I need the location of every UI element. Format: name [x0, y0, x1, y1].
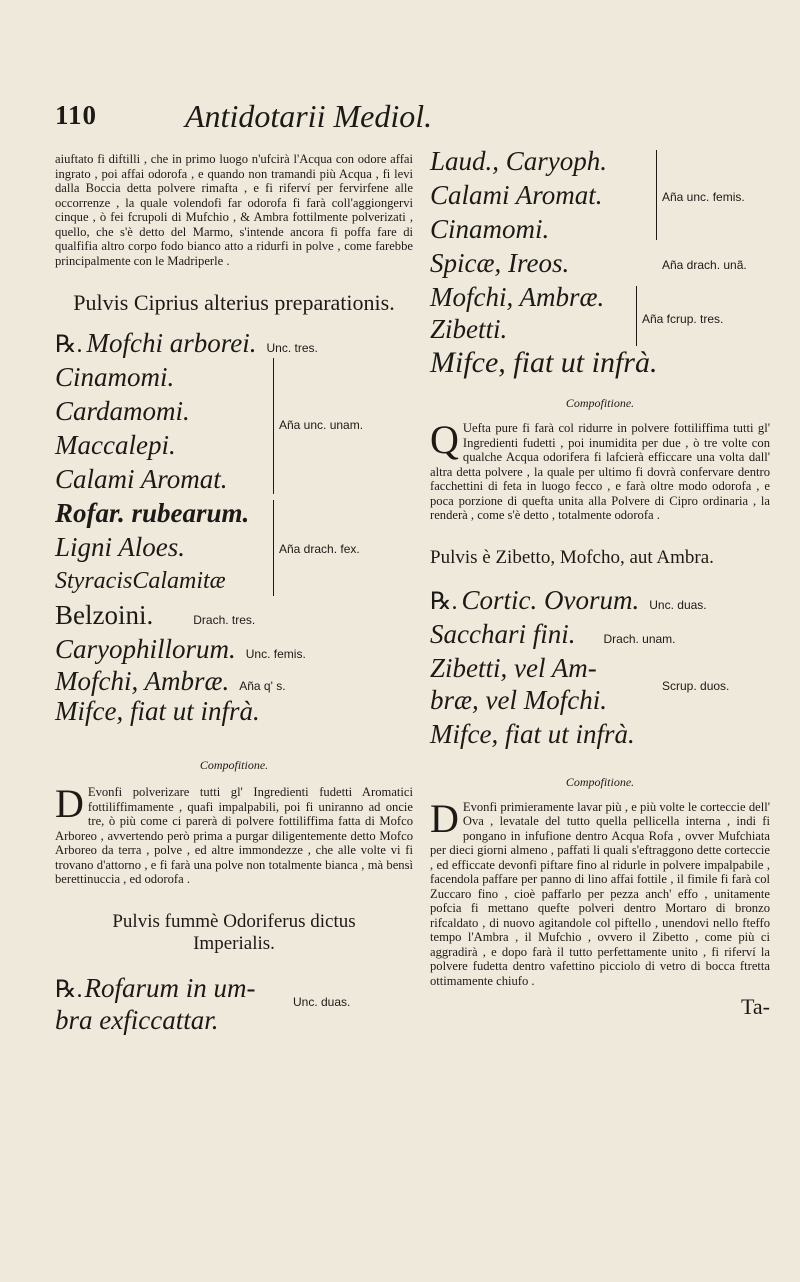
ingredient: Mofchi arborei. [86, 328, 257, 358]
section-title-pulvis-ciprius: Pulvis Ciprius alterius preparationis. [73, 290, 395, 315]
ingredient: Mofchi, Ambræ. [55, 666, 230, 696]
quantity: Drach. tres. [193, 613, 256, 627]
ingredient: Mifce, fiat ut infrà. [430, 346, 658, 379]
recipe-line [55, 328, 318, 359]
catchword: Ta- [741, 994, 770, 1019]
brace-quantity-1: Aña unc. femis. [662, 190, 745, 204]
recipe-line [55, 634, 306, 665]
ingredient: Maccalepi. [55, 430, 176, 460]
drop-cap: Q [430, 417, 459, 462]
ingredient: Mofchi, Ambræ. [430, 282, 605, 312]
recipe-line [430, 214, 549, 245]
ingredient: Spicæ, Ireos. [430, 248, 570, 278]
ingredient: Rofarum in um- [84, 972, 256, 1003]
ingredient: Zibetti, vel Am- [430, 652, 597, 683]
recipe-imperialis [55, 973, 413, 1043]
ingredient: Calami Aromat. [55, 464, 228, 494]
composition-heading: Compofitione. [199, 758, 269, 772]
ingredient: StyracisCalamitæ [55, 568, 226, 594]
recipe-pulvis-ciprius [55, 328, 413, 726]
quantity: Unc. duas. [649, 597, 707, 612]
ingredient: Laud., Caryoph. [430, 146, 608, 176]
recipe-line [55, 362, 174, 393]
composition-heading: Compofitione. [565, 396, 635, 410]
ingredient: Cortic. Ovorum. [461, 584, 640, 615]
page-number: 110 [55, 100, 98, 130]
recipe-line [55, 666, 286, 697]
brace-group-2 [630, 286, 637, 346]
running-title: Antidotarii Mediol. [185, 98, 433, 134]
recipe-line [55, 1005, 218, 1036]
composition-text: Evonfi polverizare tutti gl' Ingredienti fudetti Aromatici fottiliffimamente , quafi impalpabili, poi fi uniranno ad oncie tre, ò più come ci parerà di polvere fottiliffima fatta di Mofco Arboreo , avvertendo però prima a purgar diligentemente detto Mofco Arboreo da terra , polve , ed altre immondezze , che alle volte vi fi trovano d'attorno , e fi farà una polve non totalmente bianca , mà bensì berettinuccia , ed odorofa . [55, 785, 413, 886]
right-column [430, 146, 770, 1020]
composition-paragraph [430, 795, 770, 989]
ingredient: Belzoini. [55, 600, 154, 630]
quantity: Drach. unam. [603, 631, 676, 646]
ingredient: Zibetti. [430, 314, 508, 344]
recipe-line [430, 146, 607, 177]
recipe-symbol: ℞. [430, 588, 458, 615]
ingredient: bra exficcattar. [55, 1004, 219, 1035]
brace-quantity-2: Aña fcrup. tres. [642, 312, 724, 326]
recipe-line [430, 719, 635, 750]
recipe-line [430, 248, 569, 279]
recipe-line [430, 314, 507, 345]
recipe-line [55, 430, 176, 461]
recipe-line [55, 973, 256, 1004]
brace-quantity: Scrup. duos. [662, 678, 730, 693]
ingredient: Rofar. rubearum. [55, 498, 250, 528]
recipe-line [55, 498, 249, 529]
composition-paragraph [55, 781, 413, 887]
brace-group-1 [267, 358, 274, 494]
recipe-line [55, 464, 228, 495]
recipe-line [55, 696, 260, 727]
brace-quantity-2: Aña drach. fex. [279, 542, 360, 556]
ingredient: bræ, vel Mofchi. [430, 684, 607, 715]
ingredient: Cardamomi. [55, 396, 190, 426]
recipe-line [430, 619, 676, 650]
recipe-line [430, 180, 603, 211]
ingredient: Caryophillorum. [55, 634, 236, 664]
recipe-symbol: ℞. [55, 332, 83, 358]
recipe-line [55, 396, 190, 427]
section-title-imperialis: Pulvis fummè Odoriferus dictus [112, 910, 356, 932]
ingredient: Mifce, fiat ut infrà. [430, 718, 635, 749]
brace-quantity-1: Aña unc. unam. [279, 418, 364, 432]
composition-text: Evonfi primieramente lavar più , e più volte le corteccie dell' Ova , levatale del tutto quella pellicella interna , indi fi pongano in infufione dentro Acqua Rofa , ovver Mufchiata per dieci giorni almeno , paffati li quali s'eftraggono dette corteccie , ed efficcate devonfi piftare fino al ridurle in polvere impalpabile , facendola paffare per panno di lino affai fottile , il fimile fi farà col Zuccaro fino , cioè paffarlo per pezza anch' effo , unitamente pofcia fi mettano quefte polveri dentro Mortaro di bronzo rifcaldato , di nuovo agitandole col piftello , unendovi nello fteffo tempo l'Ambra , il Mufchio , ovvero il Zibetto , come più ci aggradirà , e dopo farà il tutto perfettamente unito , fi riferví la polvere fudetta dentro vafettino picciolo di vetro di bocca ftretta ottimamente chiufo . [430, 799, 770, 988]
recipe-line [430, 282, 604, 313]
quantity: Unc. tres. [266, 341, 318, 355]
recipe-line [430, 653, 597, 684]
recipe-zibetto [430, 585, 770, 753]
ingredient: Sacchari fini. [430, 618, 576, 649]
recipe-line [55, 566, 226, 597]
quantity: Aña drach. unã. [662, 258, 747, 272]
quantity: Unc. duas. [293, 994, 351, 1009]
recipe-line [430, 685, 607, 716]
section-title-zibetto: Pulvis è Zibetto, Mofcho, aut Ambra. [430, 546, 714, 568]
quantity: Unc. femis. [245, 647, 306, 661]
composition-text: Uefta pure fi farà col ridurre in polvere fottiliffima tutti gl' Ingredienti fudetti , poi inumidita per due , ò tre volte con qualche Acqua odorifera fi lafcierà efficcare una volta dall' altra detta polvere , la quale per ultimo fi dovrà confervare dentro facchettini di feta in luogo fecco , e farà oltre modo odorofa , e poca porzione di quefta unita alla Polvere di Cipro ordinaria , la renderà , come s'è detto , totalmente odorofa . [430, 421, 770, 522]
ingredient: Cinamomi. [55, 362, 175, 392]
drop-cap: D [430, 795, 459, 841]
composition-paragraph [430, 417, 770, 523]
recipe-line [55, 532, 185, 563]
ingredient: Calami Aromat. [430, 180, 603, 210]
recipe-continued [430, 146, 770, 382]
left-column [55, 150, 413, 1043]
recipe-line [55, 600, 255, 631]
page-header [55, 100, 770, 150]
ingredient: Mifce, fiat ut infrà. [55, 696, 260, 726]
recipe-line [430, 346, 657, 379]
recipe-symbol: ℞. [55, 976, 83, 1003]
section-title-imperialis-2: Imperialis. [193, 932, 275, 954]
ingredient: Ligni Aloes. [55, 532, 186, 562]
ingredient: Cinamomi. [430, 214, 550, 244]
composition-heading: Compofitione. [565, 774, 635, 789]
brace-group-2 [267, 500, 274, 596]
intro-paragraph: aiuftato fi diftilli , che in primo luogo n'ufcirà l'Acqua con odore affai ingrato , poi affai odorofa , e quando non tramandi più Acqua , fi levi dalla Boccia detta polvere rimafta , e fi riferví per fervirfene alle occorrenze , la quale volendofi far odorofa fi farà coll'aggiongervi cinque , ò fei fcrupoli di Mufchio , & Ambra fottilmente polverizati , quello, che s'è detto del Marmo, s'intende ancora fi poffa fare di qualfifia altro corpo fodo bianco atto a ridurfi in polve , come farebbe principalmente con le Madriperle . [55, 152, 413, 268]
quantity: Aña q' s. [239, 679, 286, 693]
brace-group-1 [650, 150, 657, 240]
drop-cap: D [55, 781, 84, 826]
recipe-line [430, 585, 707, 616]
